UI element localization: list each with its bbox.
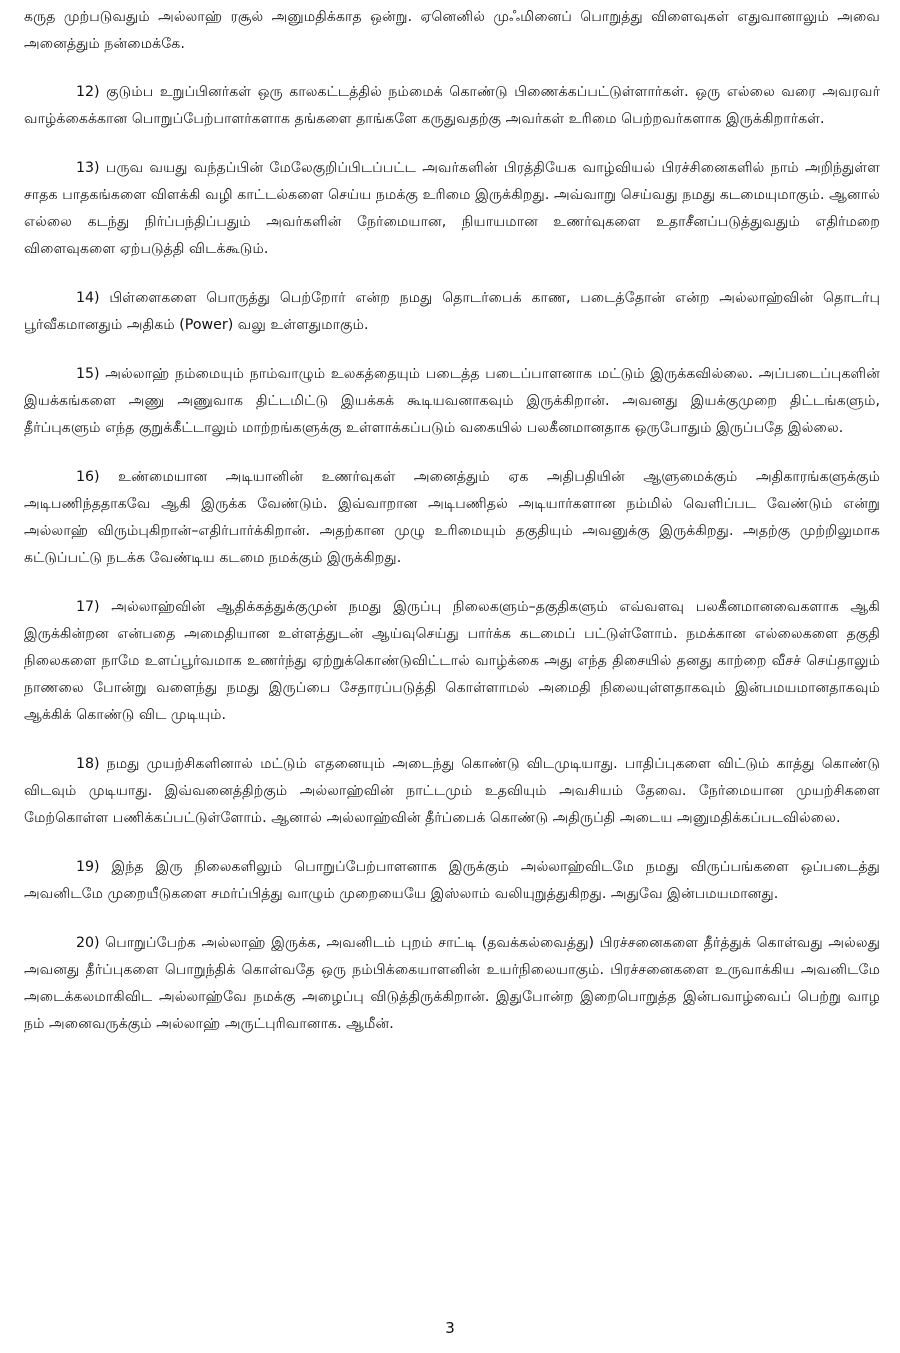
paragraph-continuation: கருத முற்படுவதும் அல்லாஹ் ரசூல் அனுமதிக்காத ஒன்று. ஏனெனில் முஃமினைப் பொறுத்து விளைவுகள் எதுவானாலும் அவை அனைத்தும் நன்மைக்கே. <box>24 9 880 52</box>
paragraph-20: 20) பொறுப்பேற்க அல்லாஹ் இருக்க, அவனிடம் புறம் சாட்டி (தவக்கல்வைத்து) பிரச்சனைகளை தீர்த்துக் கொள்வது அல்லது அவனது தீர்ப்புகளை பொறுந்திக் கொள்வதே ஒரு நம்பிக்கையாளனின் உயர்நிலையாகும். பிரச்சனைகளை உருவாக்கிய அவனிடமே அடைக்கலமாகிவிட அல்லாஹ்வே நமக்கு அழைப்பு விடுத்திருக்கிறான். இதுபோன்ற இறைபொறுத்த இன்பவாழ்வைப் பெற்று வாழ நம் அனைவருக்கும் அல்லாஹ் அருட்புரிவானாக. ஆமீன். <box>24 935 880 1032</box>
paragraph-19: 19) இந்த இரு நிலைகளிலும் பொறுப்பேற்பாளனாக இருக்கும் அல்லாஹ்விடமே நமது விருப்பங்களை ஒப்படைத்து அவனிடமே முறையீடுகளை சமர்ப்பித்து வாழும் முறையையே இஸ்லாம் வலியுறுத்துகிறது. அதுவே இன்பமயமானது. <box>24 859 880 902</box>
paragraph-14: 14) பிள்ளைகளை பொருத்து பெற்றோர் என்ற நமது தொடர்பைக் காண, படைத்தோன் என்ற அல்லாஹ்வின் தொடர்பு பூர்வீகமானதும் அதிகம் (Power) வலு உள்ளதுமாகும். <box>24 290 880 333</box>
paragraph-16: 16) உண்மையான அடியானின் உணர்வுகள் அனைத்தும் ஏக அதிபதியின் ஆளுமைக்கும் அதிகாரங்களுக்கும் அடிபணிந்ததாகவே ஆகி இருக்க வேண்டும். இவ்வாறான அடிபணிதல் அடியார்களான நம்மில் வெளிப்பட வேண்டும் என்று அல்லாஹ் விரும்புகிறான்–எதிர்பார்க்கிறான். அதற்கான முழு உரிமையும் தகுதியும் அவனுக்கு இருக்கிறது. அதற்கு முற்றிலுமாக கட்டுப்பட்டு நடக்க வேண்டிய கடமை நமக்கும் இருக்கிறது. <box>24 469 880 566</box>
paragraph-12: 12) குடும்ப உறுப்பினர்கள் ஒரு காலகட்டத்தில் நம்மைக் கொண்டு பிணைக்கப்பட்டுள்ளார்கள். ஒரு எல்லை வரை அவரவர் வாழ்க்கைக்கான பொறுப்பேற்பாளர்களாக தங்களை தாங்களே கருதுவதற்கு அவர்கள் உரிமை பெற்றவர்களாக இருக்கிறார்கள். <box>24 84 880 127</box>
paragraph-15: 15) அல்லாஹ் நம்மையும் நாம்வாழும் உலகத்தையும் படைத்த படைப்பாளனாக மட்டும் இருக்கவில்லை. அப்படைப்புகளின் இயக்கங்களை அணு அணுவாக திட்டமிட்டு இயக்கக் கூடியவனாகவும் இருக்கிறான். அவனது இயக்குமுறை திட்டங்களும், தீர்ப்புகளும் எந்த குறுக்கீட்டாலும் மாற்றங்களுக்கு உள்ளாக்கப்படும் வகையில் பலகீனமானதாக ஒருபோதும் இருப்பதே இல்லை. <box>24 366 880 436</box>
page-number: 3 <box>445 1319 455 1337</box>
paragraph-18: 18) நமது முயற்சிகளினால் மட்டும் எதனையும் அடைந்து கொண்டு விடமுடியாது. பாதிப்புகளை விட்டும் காத்து கொண்டு விடவும் முடியாது. இவ்வனைத்திற்கும் அல்லாஹ்வின் நாட்டமும் உதவியும் அவசியம் தேவை. நேர்மையான முயற்சிகளை மேற்கொள்ள பணிக்கப்பட்டுள்ளோம். ஆனால் அல்லாஹ்வின் தீர்ப்பைக் கொண்டு அதிருப்தி அடைய அனுமதிக்கப்படவில்லை. <box>24 756 880 826</box>
paragraph-13: 13) பருவ வயது வந்தப்பின் மேலேகுறிப்பிடப்பட்ட அவர்களின் பிரத்தியேக வாழ்வியல் பிரச்சினைகளில் நாம் அறிந்துள்ள சாதக பாதகங்களை விளக்கி வழி காட்டல்களை செய்ய நமக்கு உரிமை இருக்கிறது. அவ்வாறு செய்வது நமது கடமையுமாகும். ஆனால் எல்லை கடந்து நிர்ப்பந்திப்பதும் அவர்களின் நேர்மையான, நியாயமான உணர்வுகளை உதாசீனப்படுத்துவதும் எதிர்மறை விளைவுகளை ஏற்படுத்தி விடக்கூடும். <box>24 160 880 257</box>
paragraph-17: 17) அல்லாஹ்வின் ஆதிக்கத்துக்குமுன் நமது இருப்பு நிலைகளும்–தகுதிகளும் எவ்வளவு பலகீனமானவைகளாக ஆகி இருக்கின்றன என்பதை அமைதியான உள்ளத்துடன் ஆய்வுசெய்து பார்க்க கடமைப் பட்டுள்ளோம். நமக்கான எல்லைகளை தகுதி நிலைகளை நாமே உளப்பூர்வமாக உணர்ந்து ஏற்றுக்கொண்டுவிட்டால் வாழ்க்கை அது எந்த திசையில் தனது காற்றை வீசச் செய்தாலும் நாணலை போன்று வளைந்து நமது இருப்பை சேதாரப்படுத்தி கொள்ளாமல் அமைதி நிலையுள்ளதாகவும் இன்பமயமானதாகவும் ஆக்கிக் கொண்டு விட முடியும். <box>24 599 880 723</box>
